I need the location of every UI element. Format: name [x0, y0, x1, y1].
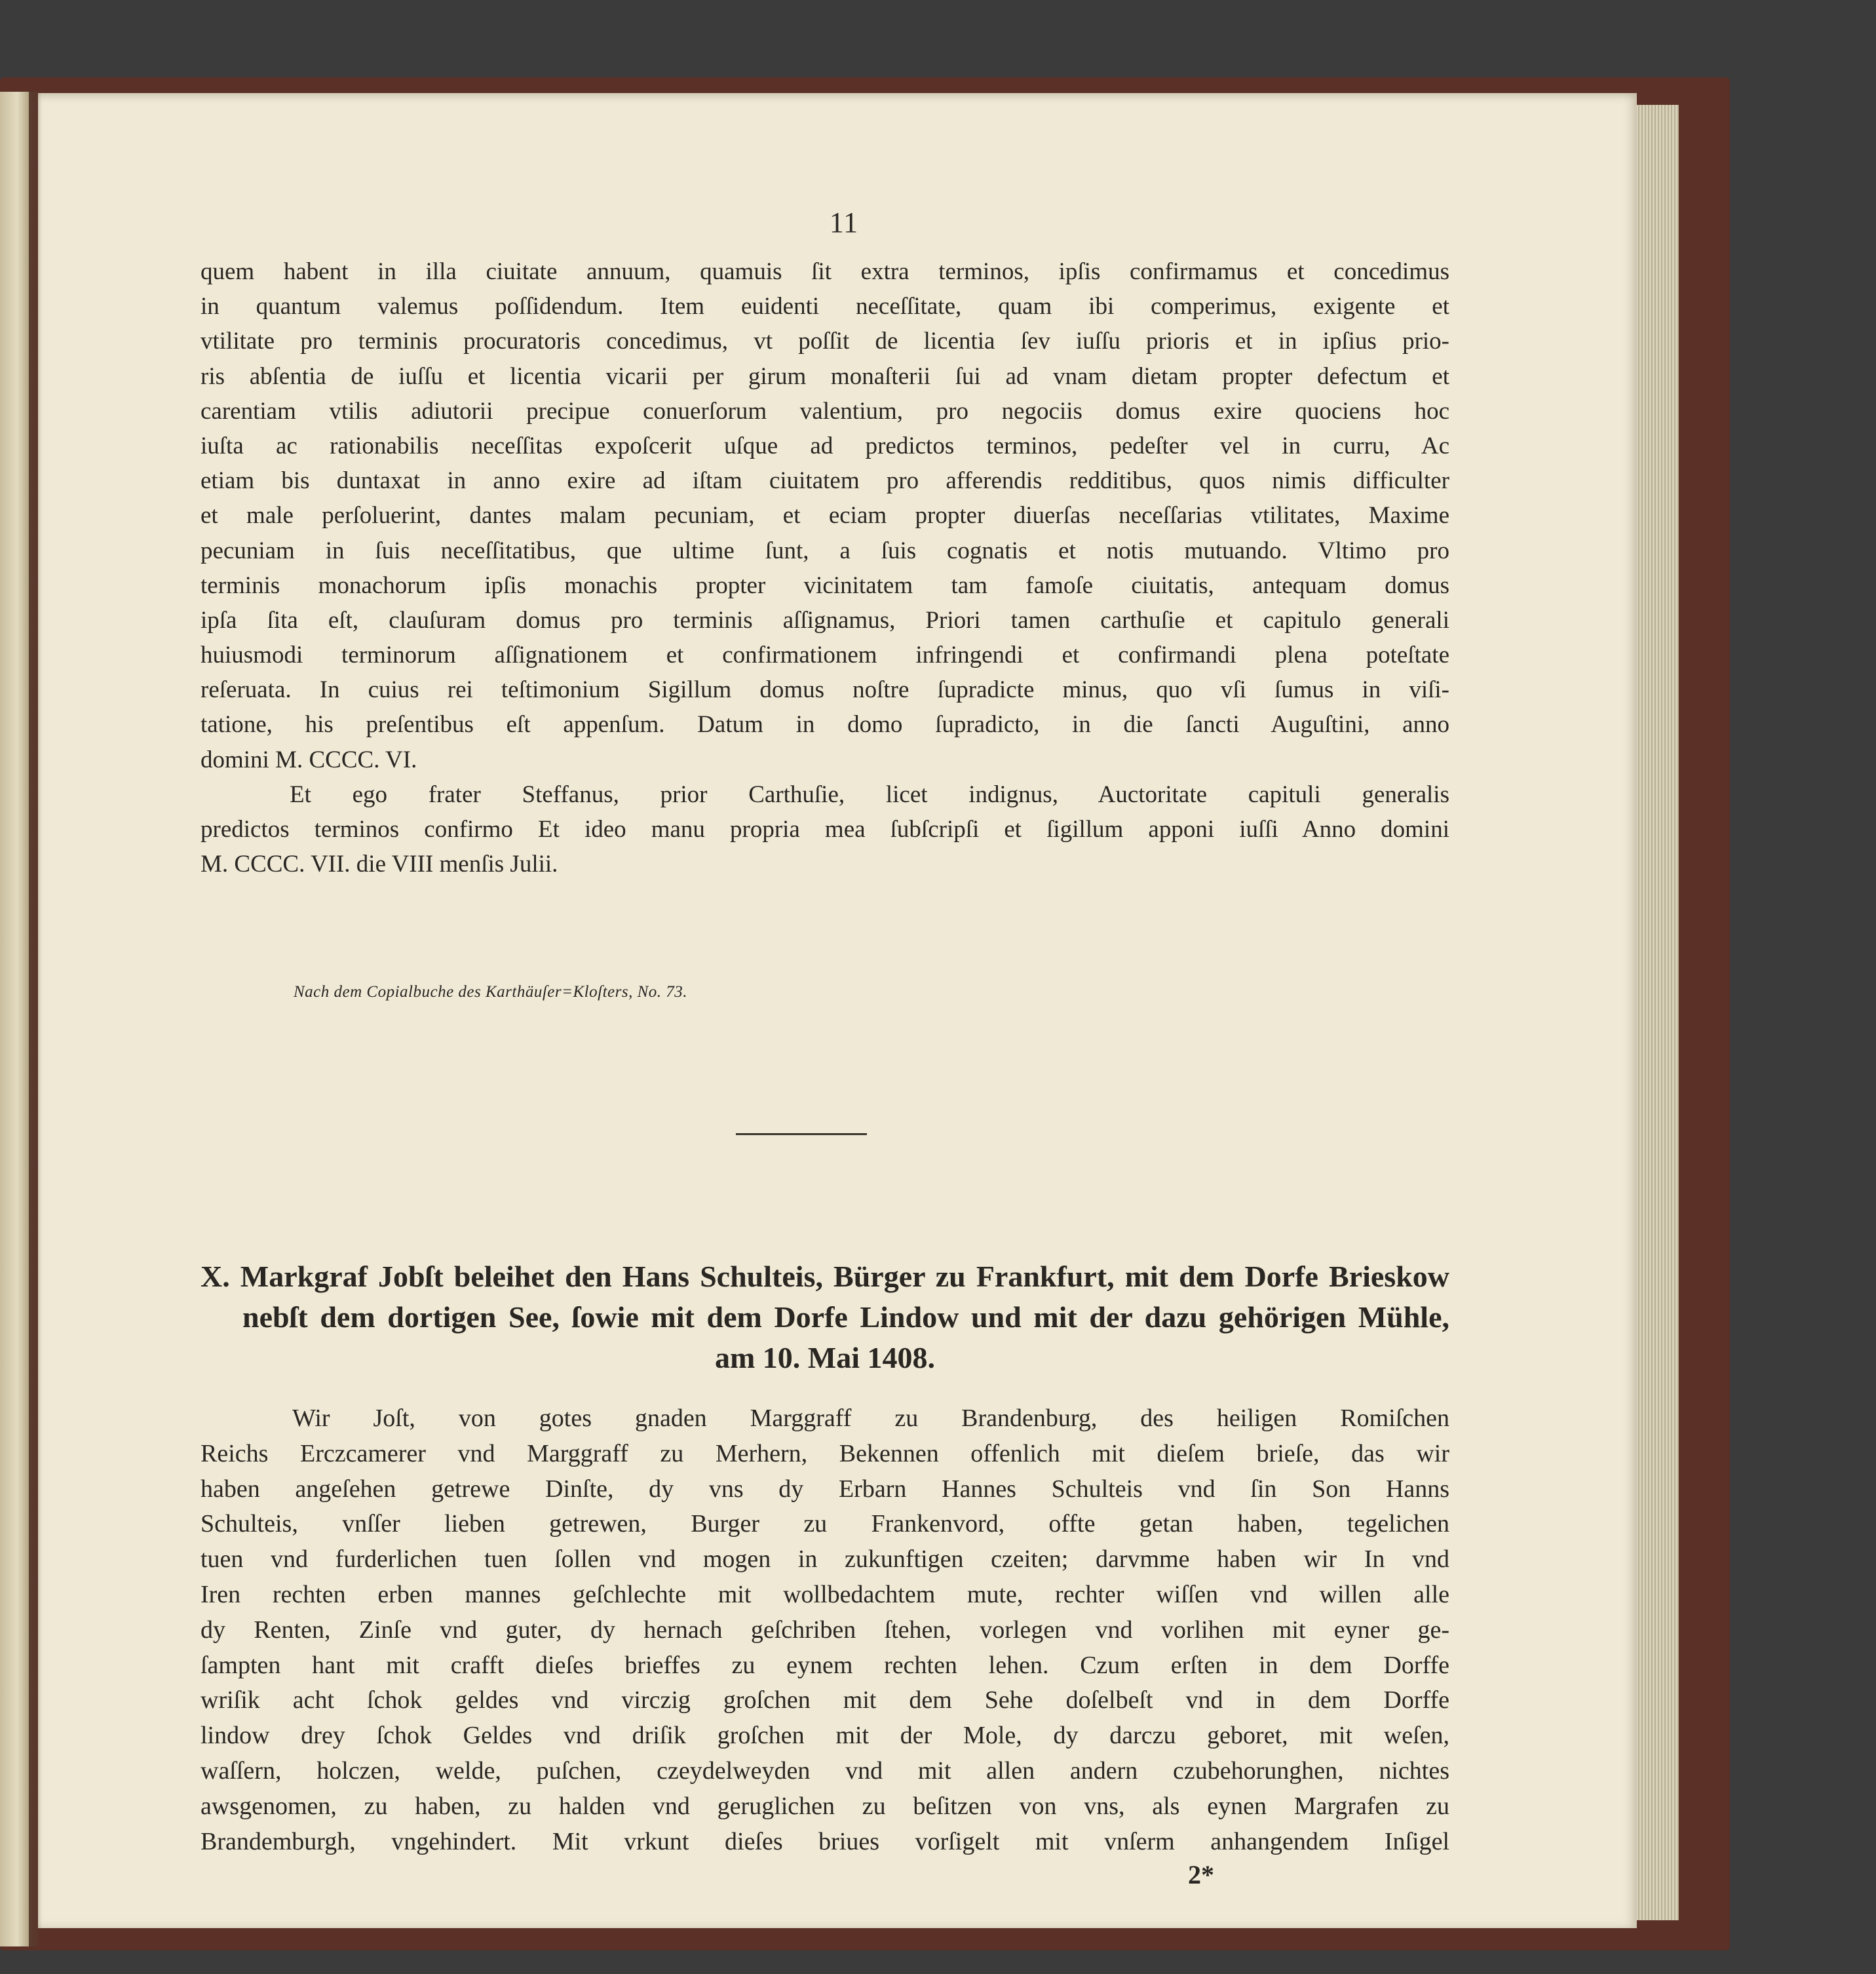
text-line: awsgenomen, zu haben, zu halden vnd geruglichen zu beſitzen von vns, als eynen Margrafen zu [201, 1792, 1449, 1820]
text-line: Iren rechten erben mannes geſchlechte mit wollbedachtem mute, rechter wiſſen vnd willen alle [201, 1580, 1449, 1608]
spine-shadow [29, 92, 42, 1946]
text-line: ſampten hant mit crafft dieſes brieffes zu eynem rechten lehen. Czum erſten in dem Dorffe [201, 1651, 1449, 1679]
book-page [38, 93, 1637, 1928]
text-line: domini M. CCCC. VI. [201, 746, 417, 773]
text-line: Schulteis, vnſſer lieben getrewen, Burger zu Frankenvord, offte getan haben, tegelichen [201, 1510, 1449, 1538]
text-line: huiusmodi terminorum aſſignationem et confirmationem infringendi et confirmandi plena poteſtate [201, 642, 1449, 669]
text-line: Brandemburgh, vngehindert. Mit vrkunt dieſes briues vorſigelt mit vnſerm anhangendem Inſigel [201, 1827, 1449, 1855]
heading-line: am 10. Mai 1408. [714, 1341, 935, 1374]
text-line: lindow drey ſchok Geldes vnd driſik groſchen mit der Mole, dy darczu geboret, mit weſen, [201, 1722, 1449, 1750]
confirmation-line: Et ego frater Steffanus, prior Carthuſie, licet indignus, Auctoritate capituli generalis [290, 781, 1449, 808]
text-line: haben angeſehen getrewe Dinſte, dy vns dy Erbarn Hannes Schulteis vnd ſin Son Hanns [201, 1475, 1449, 1503]
page-number: 11 [829, 206, 859, 239]
confirmation-line: predictos terminos confirmo Et ideo manu propria mea ſubſcripſi et ſigillum apponi iuſſi Anno domini [201, 816, 1449, 843]
text-line: vtilitate pro terminis procuratoris concedimus, vt poſſit de licentia ſev iuſſu prioris et in ipſius prio- [201, 328, 1449, 355]
text-line: tatione, his preſentibus eſt appenſum. Datum in domo ſupradicto, in die ſancti Auguſtini, anno [201, 711, 1449, 739]
confirmation-line: M. CCCC. VII. die VIII menſis Julii. [201, 851, 558, 878]
text-line: reſeruata. In cuius rei teſtimonium Sigillum domus noſtre ſupradicte minus, quo vſi ſumus in viſi- [201, 676, 1449, 704]
text-line: tuen vnd furderlichen tuen ſollen vnd mogen in zukunftigen czeiten; darvmme haben wir In vnd [201, 1545, 1449, 1574]
text-line: ris abſentia de iuſſu et licentia vicarii per girum monaſterii ſui ad vnam dietam propter defectum et [201, 362, 1449, 390]
charter-latin-text [201, 254, 1449, 881]
left-page-edge [0, 92, 29, 1946]
text-line: in quantum valemus poſſidendum. Item euidenti neceſſitate, quam ibi comperimus, exigente et [201, 293, 1449, 320]
charter-german-text [201, 1401, 1449, 1859]
text-line: quem habent in illa ciuitate annuum, quamuis ſit extra terminos, ipſis confirmamus et concedimus [201, 258, 1449, 285]
text-line: wriſik acht ſchok geldes vnd virczig groſchen mit dem Sehe doſelbeſt vnd in dem Dorffe [201, 1686, 1449, 1714]
text-line: Wir Joſt, von gotes gnaden Marggraff zu Brandenburg, des heiligen Romiſchen [292, 1404, 1449, 1432]
text-line: pecuniam in ſuis neceſſitatibus, que ultime ſunt, a ſuis cognatis et notis mutuando. Vltimo pro [201, 537, 1449, 564]
text-line: dy Renten, Zinſe vnd guter, dy hernach geſchriben ſtehen, vorlegen vnd vorlihen mit eyner ge- [201, 1616, 1449, 1644]
section-separator-rule [736, 1133, 867, 1135]
text-line: ipſa ſita eſt, clauſuram domus pro terminis aſſignamus, Priori tamen carthuſie et capitulo generali [201, 606, 1449, 634]
text-line: Reichs Erczcamerer vnd Marggraff zu Merhern, Bekennen offenlich mit dieſem brieſe, das wir [201, 1439, 1449, 1467]
heading-line: nebſt dem dortigen See, ſowie mit dem Dorfe Lindow und mit der dazu gehörigen Mühle, [242, 1300, 1449, 1334]
text-line: carentiam vtilis adiutorii precipue conuerſorum valentium, pro negociis domus exire quociens hoc [201, 397, 1449, 425]
signature-mark: 2* [1188, 1860, 1214, 1889]
text-line: terminis monachorum ipſis monachis propter vicinitatem tam famoſe ciuitatis, antequam domus [201, 571, 1449, 599]
source-note: Nach dem Copialbuche des Karthäuſer=Kloſters, No. 73. [294, 983, 687, 1001]
heading-line: X. Markgraf Jobſt beleihet den Hans Schulteis, Bürger zu Frankfurt, mit dem Dorfe Brieskow [201, 1260, 1449, 1293]
page-edges [1633, 105, 1679, 1920]
text-line: waſſern, holczen, welde, puſchen, czeydelweyden vnd mit allen andern czubehorunghen, nichtes [201, 1756, 1449, 1785]
text-line: iuſta ac rationabilis neceſſitas expoſcerit uſque ad predictos terminos, pedeſter vel in curru, Ac [201, 432, 1449, 459]
section-heading [201, 1256, 1449, 1378]
text-line: et male perſoluerint, dantes malam pecuniam, et eciam propter diuerſas neceſſarias vtilitates, Maxime [201, 502, 1449, 530]
text-line: etiam bis duntaxat in anno exire ad iſtam ciuitatem pro afferendis redditibus, quos nimis difficulter [201, 467, 1449, 495]
